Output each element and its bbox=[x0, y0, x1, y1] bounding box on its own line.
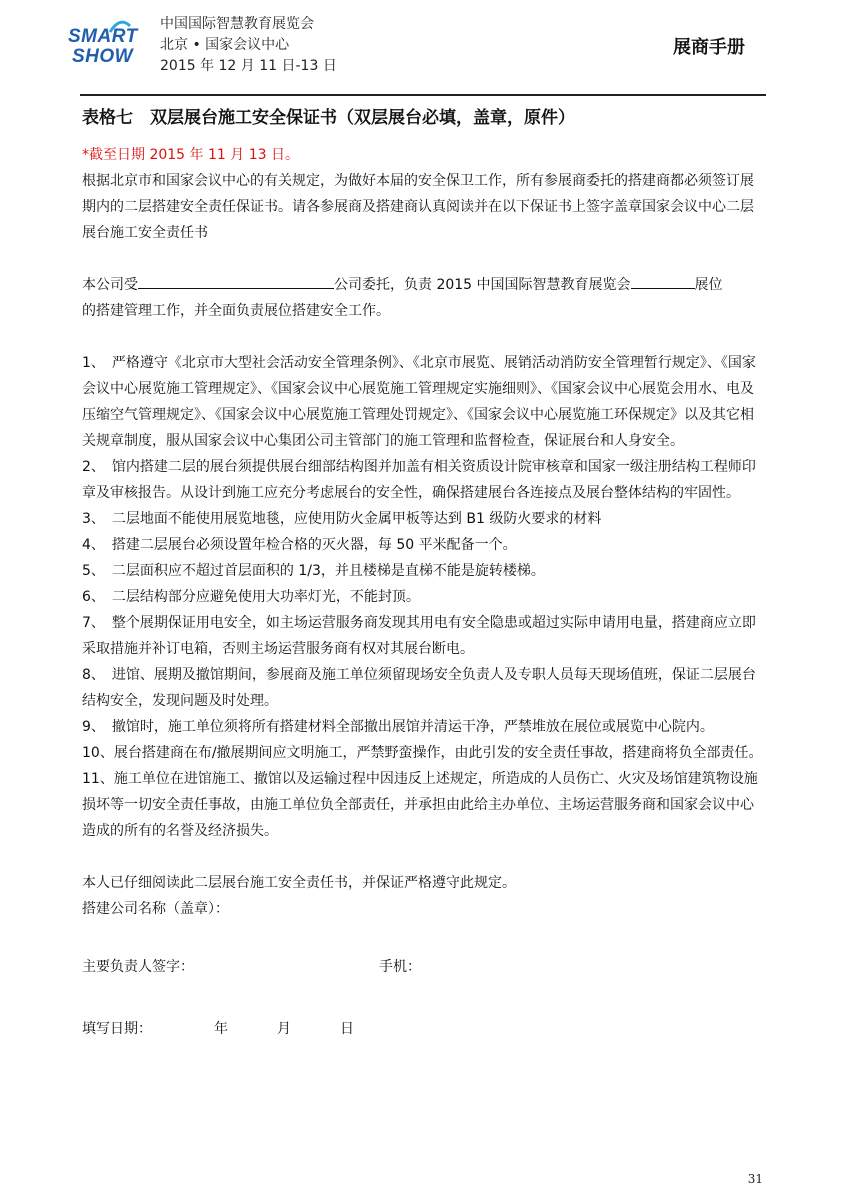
rule-item-6: 6、 二层结构部分应避免使用大功率灯光，不能封顶。 bbox=[82, 589, 420, 605]
document-body bbox=[82, 104, 766, 1042]
rule-item-5: 5、 二层面积应不超过首层面积的 1/3，并且楼梯是直梯不能是旋转楼梯。 bbox=[82, 563, 545, 579]
expo-name: 中国国际智慧教育展览会 bbox=[160, 16, 314, 32]
company-name-label[interactable]: 搭建公司名称（盖章）： bbox=[82, 901, 229, 917]
client-company-blank[interactable] bbox=[138, 274, 334, 289]
agreement-statement: 本人已仔细阅读此二层展台施工安全责任书，并保证严格遵守此规定。 bbox=[82, 875, 516, 891]
commission-text-2: 公司委托，负责 2015 中国国际智慧教育展览会 bbox=[334, 277, 631, 293]
rule-item-3: 3、 二层地面不能使用展览地毯，应使用防火金属甲板等达到 B1 级防火要求的材料 bbox=[82, 511, 602, 527]
deadline-note: *截至日期 2015 年 11 月 13 日。 bbox=[82, 147, 299, 163]
rule-item-4: 4、 搭建二层展台必须设置年检合格的灭火器，每 50 平米配备一个。 bbox=[82, 537, 517, 553]
form-title: 表格七 双层展台施工安全保证书（双层展台必填，盖章，原件） bbox=[82, 108, 575, 128]
signer-label[interactable]: 主要负责人签字： bbox=[82, 959, 194, 975]
header-info bbox=[160, 14, 337, 77]
rule-item-11: 11、施工单位在进馆施工、撤馆以及运输过程中因违反上述规定，所造成的人员伤亡、火灾及场馆建筑物设施损坏等一切安全责任事故，由施工单位负全部责任，并承担由此给主办单位、主场运营服务商和国家会议中心造成的所有的名誉及经济损失。 bbox=[82, 771, 758, 839]
commission-text-4: 的搭建管理工作，并全面负责展位搭建安全工作。 bbox=[82, 303, 390, 319]
rule-item-7: 7、 整个展期保证用电安全，如主场运营服务商发现其用电有安全隐患或超过实际申请用电量，搭建商应立即采取措施并补订电箱，否则主场运营服务商有权对其展台断电。 bbox=[82, 615, 756, 657]
commission-text-3: 展位 bbox=[694, 277, 723, 293]
rule-item-1: 1、 严格遵守《北京市大型社会活动安全管理条例》、《北京市展览、展销活动消防安全管理暂行规定》、《国家会议中心展览施工管理规定》、《国家会议中心展览施工管理规定实施细则》、《国家会议中心展览会用水、电及压缩空气管理规定》、《国家会议中心展览施工管理处罚规定》、《国家会议中心展览施工环保规定》以及其它相关规章制度，服从国家会议中心集团公司主管部门的施工管理和监督检查，保证展台和人身安全。 bbox=[82, 355, 756, 449]
header-divider bbox=[80, 94, 766, 96]
rule-item-9: 9、 撤馆时，施工单位须将所有搭建材料全部撤出展馆并清运干净，严禁堆放在展位或展览中心院内。 bbox=[82, 719, 714, 735]
phone-label[interactable]: 手机： bbox=[379, 959, 421, 975]
date-row bbox=[82, 1016, 766, 1042]
commission-paragraph bbox=[82, 272, 766, 324]
logo-text-smart: SMART bbox=[68, 26, 138, 47]
rule-item-2: 2、 馆内搭建二层的展台须提供展台细部结构图并加盖有相关资质设计院审核章和国家一级注册结构工程师印章及审核报告。从设计到施工应充分考虑展台的安全性，确保搭建展台各连接点及展台整体结构的牢固性。 bbox=[82, 459, 756, 501]
manual-label: 展商手册 bbox=[673, 37, 745, 58]
smart-show-logo bbox=[68, 20, 148, 78]
rule-item-10: 10、展台搭建商在布/撤展期间应文明施工，严禁野蛮操作，由此引发的安全责任事故，搭建商将负全部责任。 bbox=[82, 745, 763, 761]
date-label: 填写日期： bbox=[82, 1021, 152, 1037]
booth-number-blank[interactable] bbox=[631, 274, 695, 289]
page-header bbox=[0, 0, 845, 96]
expo-location: 北京 • 国家会议中心 bbox=[160, 37, 290, 53]
rule-item-8: 8、 进馆、展期及撤馆期间，参展商及施工单位须留现场安全负责人及专职人员每天现场值班，保证二层展台结构安全，发现问题及时处理。 bbox=[82, 667, 756, 709]
page-number: 31 bbox=[747, 1172, 763, 1186]
logo-text-show: SHOW bbox=[72, 46, 134, 67]
date-year[interactable]: 年 bbox=[214, 1021, 228, 1037]
commission-text-1: 本公司受 bbox=[82, 277, 138, 293]
signature-row bbox=[82, 954, 766, 980]
expo-dates: 2015 年 12 月 11 日-13 日 bbox=[160, 58, 337, 74]
date-month[interactable]: 月 bbox=[277, 1021, 291, 1037]
date-day[interactable]: 日 bbox=[340, 1021, 354, 1037]
intro-paragraph: 根据北京市和国家会议中心的有关规定，为做好本届的安全保卫工作，所有参展商委托的搭建商都必须签订展期内的二层搭建安全责任保证书。请各参展商及搭建商认真阅读并在以下保证书上签字盖章国家会议中心二层展台施工安全责任书 bbox=[82, 173, 754, 241]
